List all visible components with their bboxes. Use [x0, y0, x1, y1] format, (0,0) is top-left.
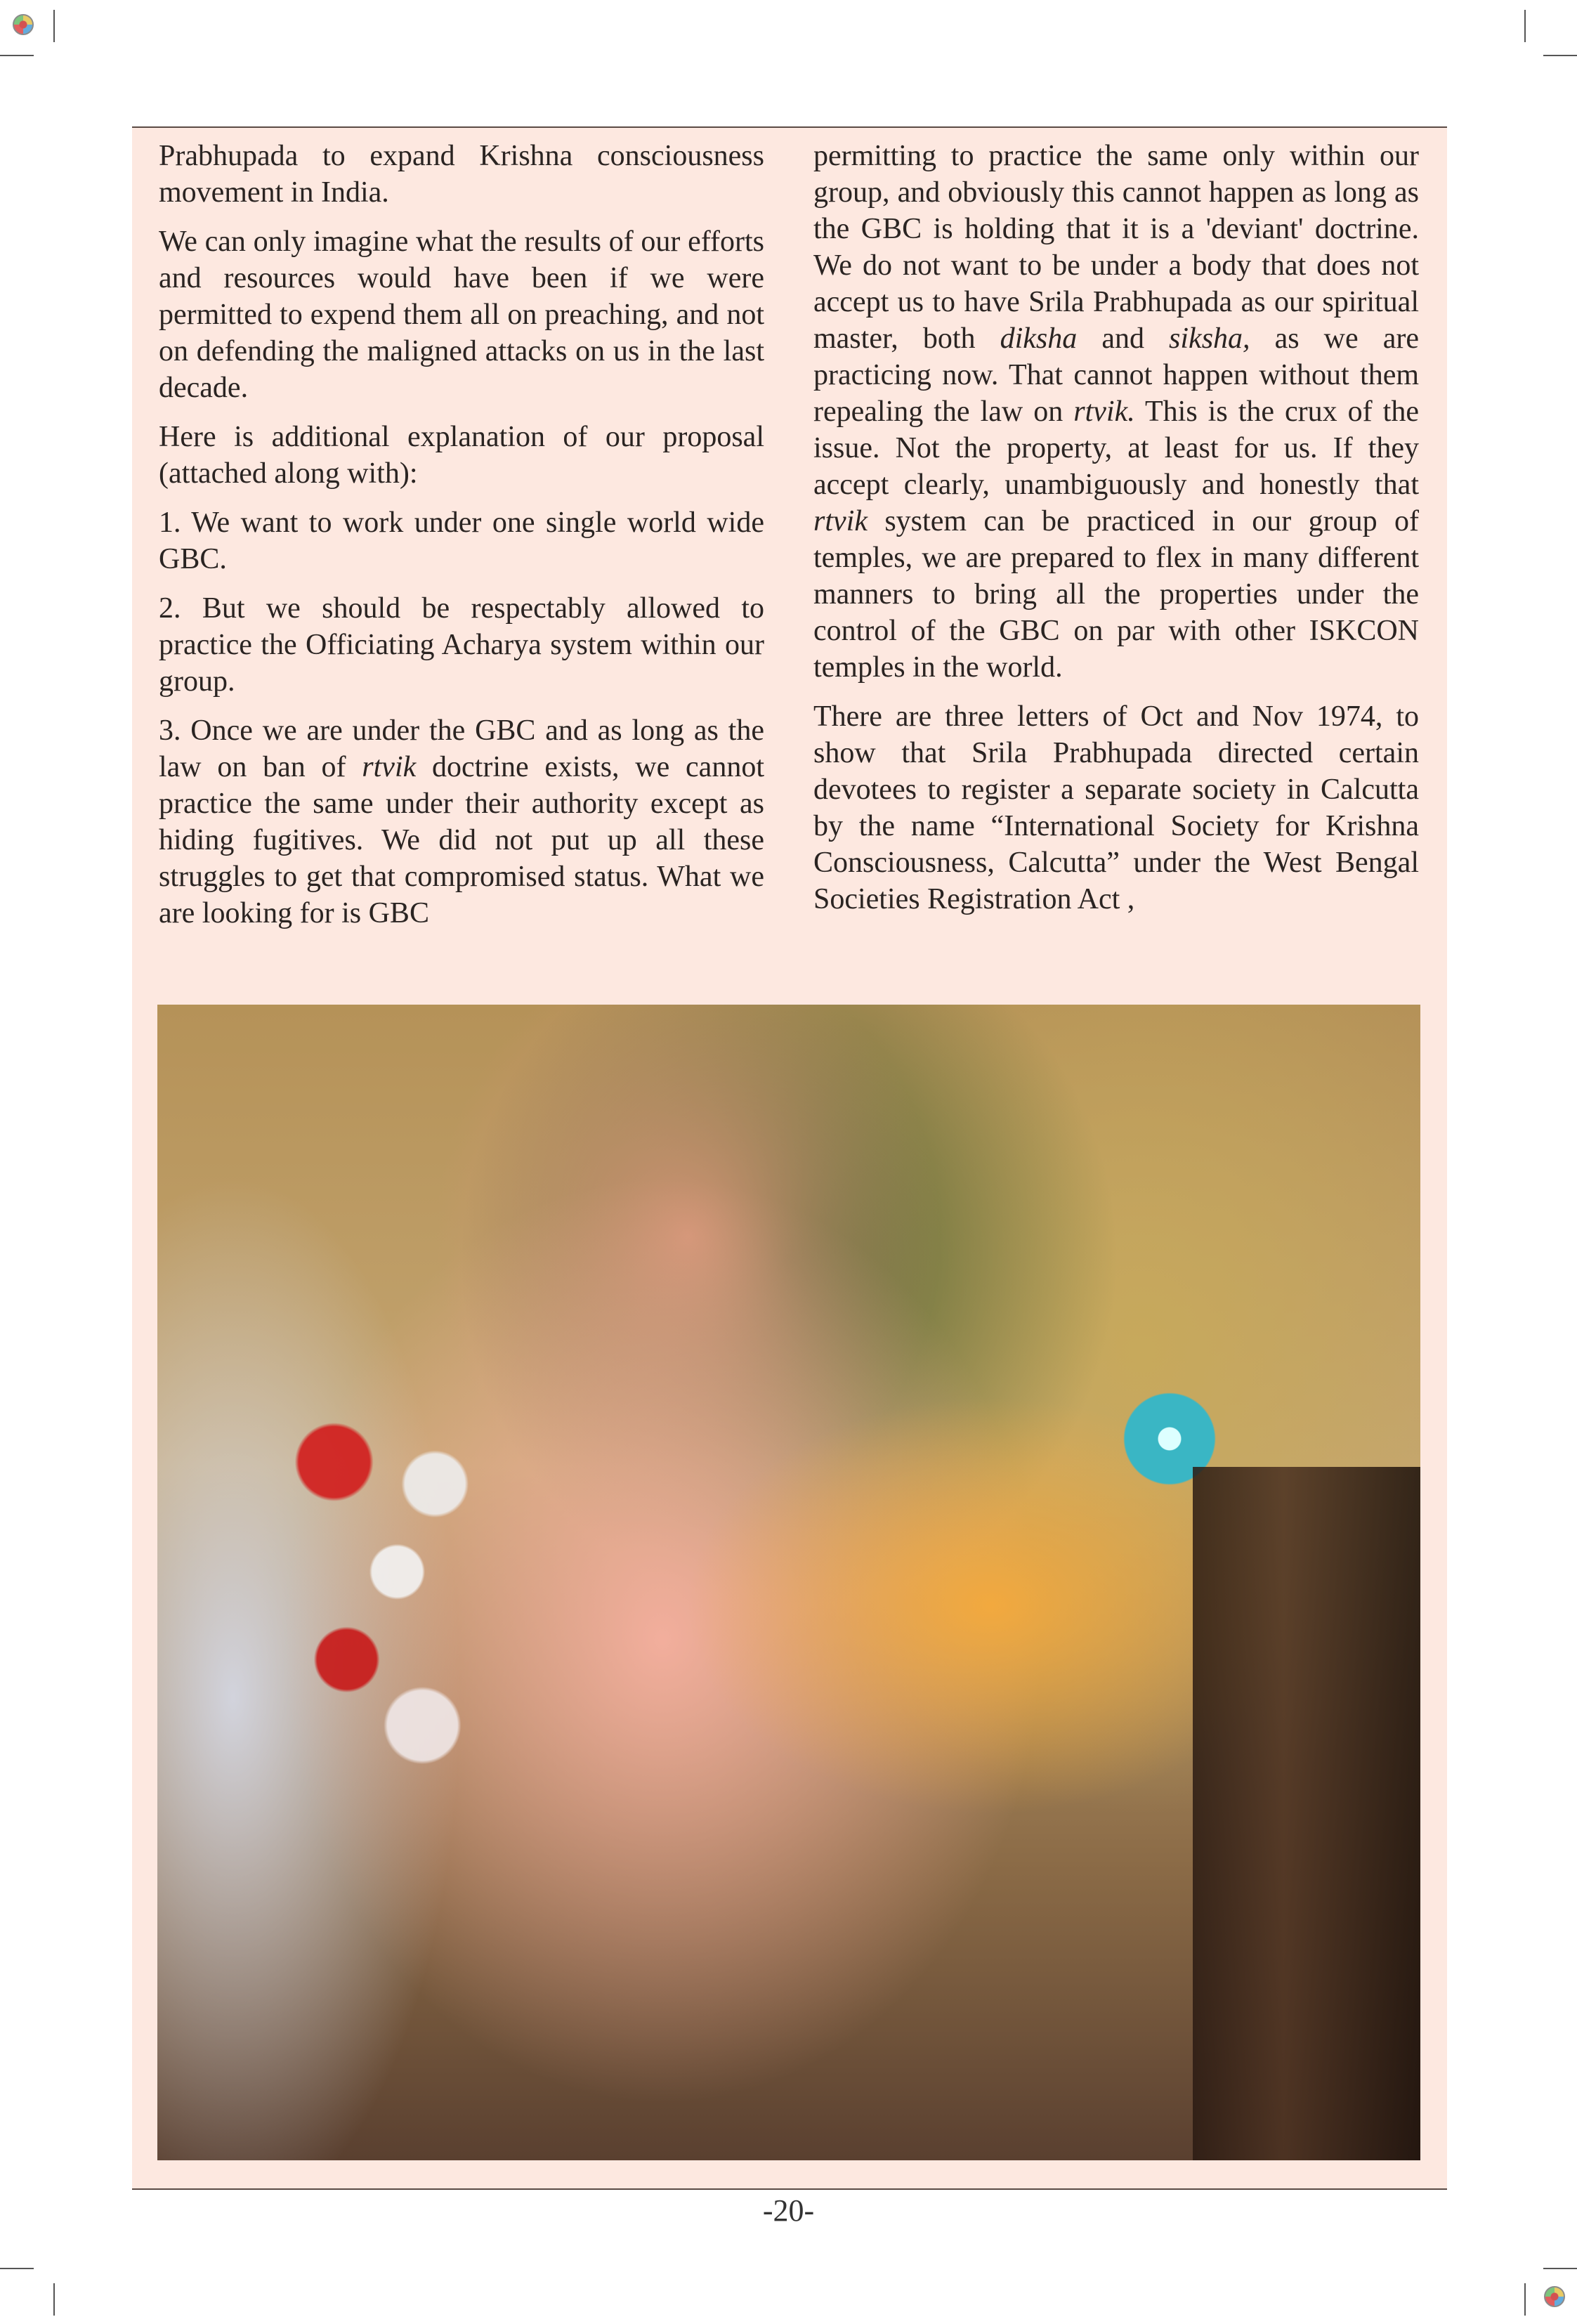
text-run: system can be practiced in our group of temples, we are prepared to flex in many different manners to bring all the properties under the control of the GBC on par with other ISKCON temples in the world. — [813, 505, 1419, 684]
paragraph: There are three letters of Oct and Nov 1974, to show that Srila Prabhupada directed certain devotees to register a separate society in Calcutta by the name “International Society for Krishna Consciousness, Calcutta” under the West Bengal Societies Registration Act , — [813, 700, 1419, 915]
page-number: -20- — [762, 2193, 815, 2228]
paragraph: 2. But we should be respectably allowed to practice the Officiating Acharya system within our group. — [159, 592, 764, 698]
text-run: This is the crux of the issue. Not the property, at least for us. If they accept clearly, unambiguously and honestly that — [813, 396, 1419, 501]
text-run: as we are practicing now. That cannot happen without them repealing the law on — [813, 322, 1419, 428]
emphasis: rtvik. — [1073, 396, 1135, 428]
emphasis: rtvik — [813, 505, 868, 537]
photograph — [157, 1005, 1420, 2160]
crop-mark — [1543, 55, 1577, 56]
text-column-right — [813, 138, 1419, 930]
emphasis: diksha — [1000, 322, 1078, 355]
emphasis: siksha, — [1169, 322, 1250, 355]
paragraph: Here is additional explanation of our proposal (attached along with): — [159, 421, 764, 490]
crop-mark — [53, 10, 55, 42]
crop-mark — [1524, 2283, 1526, 2316]
crop-mark — [0, 2268, 34, 2269]
text-run: permitting to practice the same only within our group, and obviously this cannot happen as long as the GBC is holding that it is a 'deviant' doctrine. We do not want to be under a body that does not accept us to have Srila Prabhupada as our spiritual master, both — [813, 140, 1419, 355]
paragraph: Prabhupada to expand Krishna consciousness movement in India. — [159, 140, 764, 209]
text-column-left — [159, 138, 764, 944]
crop-mark — [1524, 10, 1526, 42]
registration-mark-icon — [13, 14, 34, 35]
flower-garland — [259, 1374, 511, 1813]
text-run: 3. Once we are under the GBC and as long as the law on ban of — [159, 714, 764, 783]
crop-mark — [0, 55, 34, 56]
text-run: doctrine exists, we cannot practice the same under their authority except as hiding fugitives. We did not put up all these struggles to get that compromised status. What we are looking for is GBC — [159, 751, 764, 929]
paragraph: We can only imagine what the results of our efforts and resources would have been if we were permitted to expend them all on preaching, and not on defending the maligned attacks on us in the last decade. — [159, 226, 764, 404]
registration-mark-icon — [1544, 2286, 1565, 2307]
crop-mark — [53, 2283, 55, 2316]
emphasis: rtvik — [362, 751, 417, 783]
crop-mark — [1543, 2268, 1577, 2269]
paragraph: 1. We want to work under one single world wide GBC. — [159, 507, 764, 575]
desk — [1193, 1467, 1420, 2160]
paragraph — [813, 138, 1419, 686]
text-run: and — [1077, 322, 1170, 355]
paragraph — [159, 712, 764, 932]
